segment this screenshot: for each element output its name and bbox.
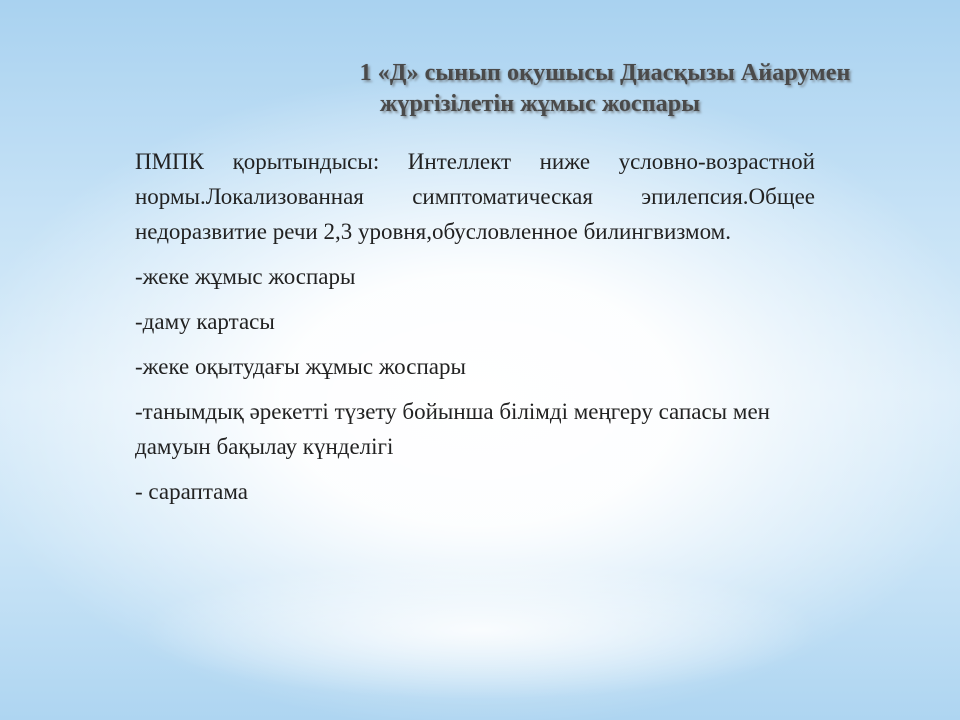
slide-title-line1: 1 «Д» сынып оқушысы Диасқызы Айарумен <box>359 60 851 86</box>
slide-title-line2: жүргізілетін жұмыс жоспары <box>379 91 701 117</box>
list-item-individual-work-plan: -жеке жұмыс жоспары <box>135 264 356 289</box>
slide-body <box>135 144 815 509</box>
list-item-development-map: -даму картасы <box>135 309 275 334</box>
slide-title <box>150 58 910 120</box>
list-item-analysis: - сараптама <box>135 479 248 504</box>
list-item-monitoring-diary: -танымдық әрекетті түзету бойынша білімді меңгеру сапасы мен дамуын бақылау күнделігі <box>135 399 770 459</box>
list-item-individual-teaching-plan: -жеке оқытудағы жұмыс жоспары <box>135 354 466 379</box>
pmpk-conclusion-paragraph: ПМПК қорытындысы: Интеллект ниже условно-возрастной нормы.Локализованная симптоматическая эпилепсия.Общее недоразвитие речи 2,3 уровня,обусловленное билингвизмом. <box>135 149 815 244</box>
background-glow <box>140 560 820 700</box>
